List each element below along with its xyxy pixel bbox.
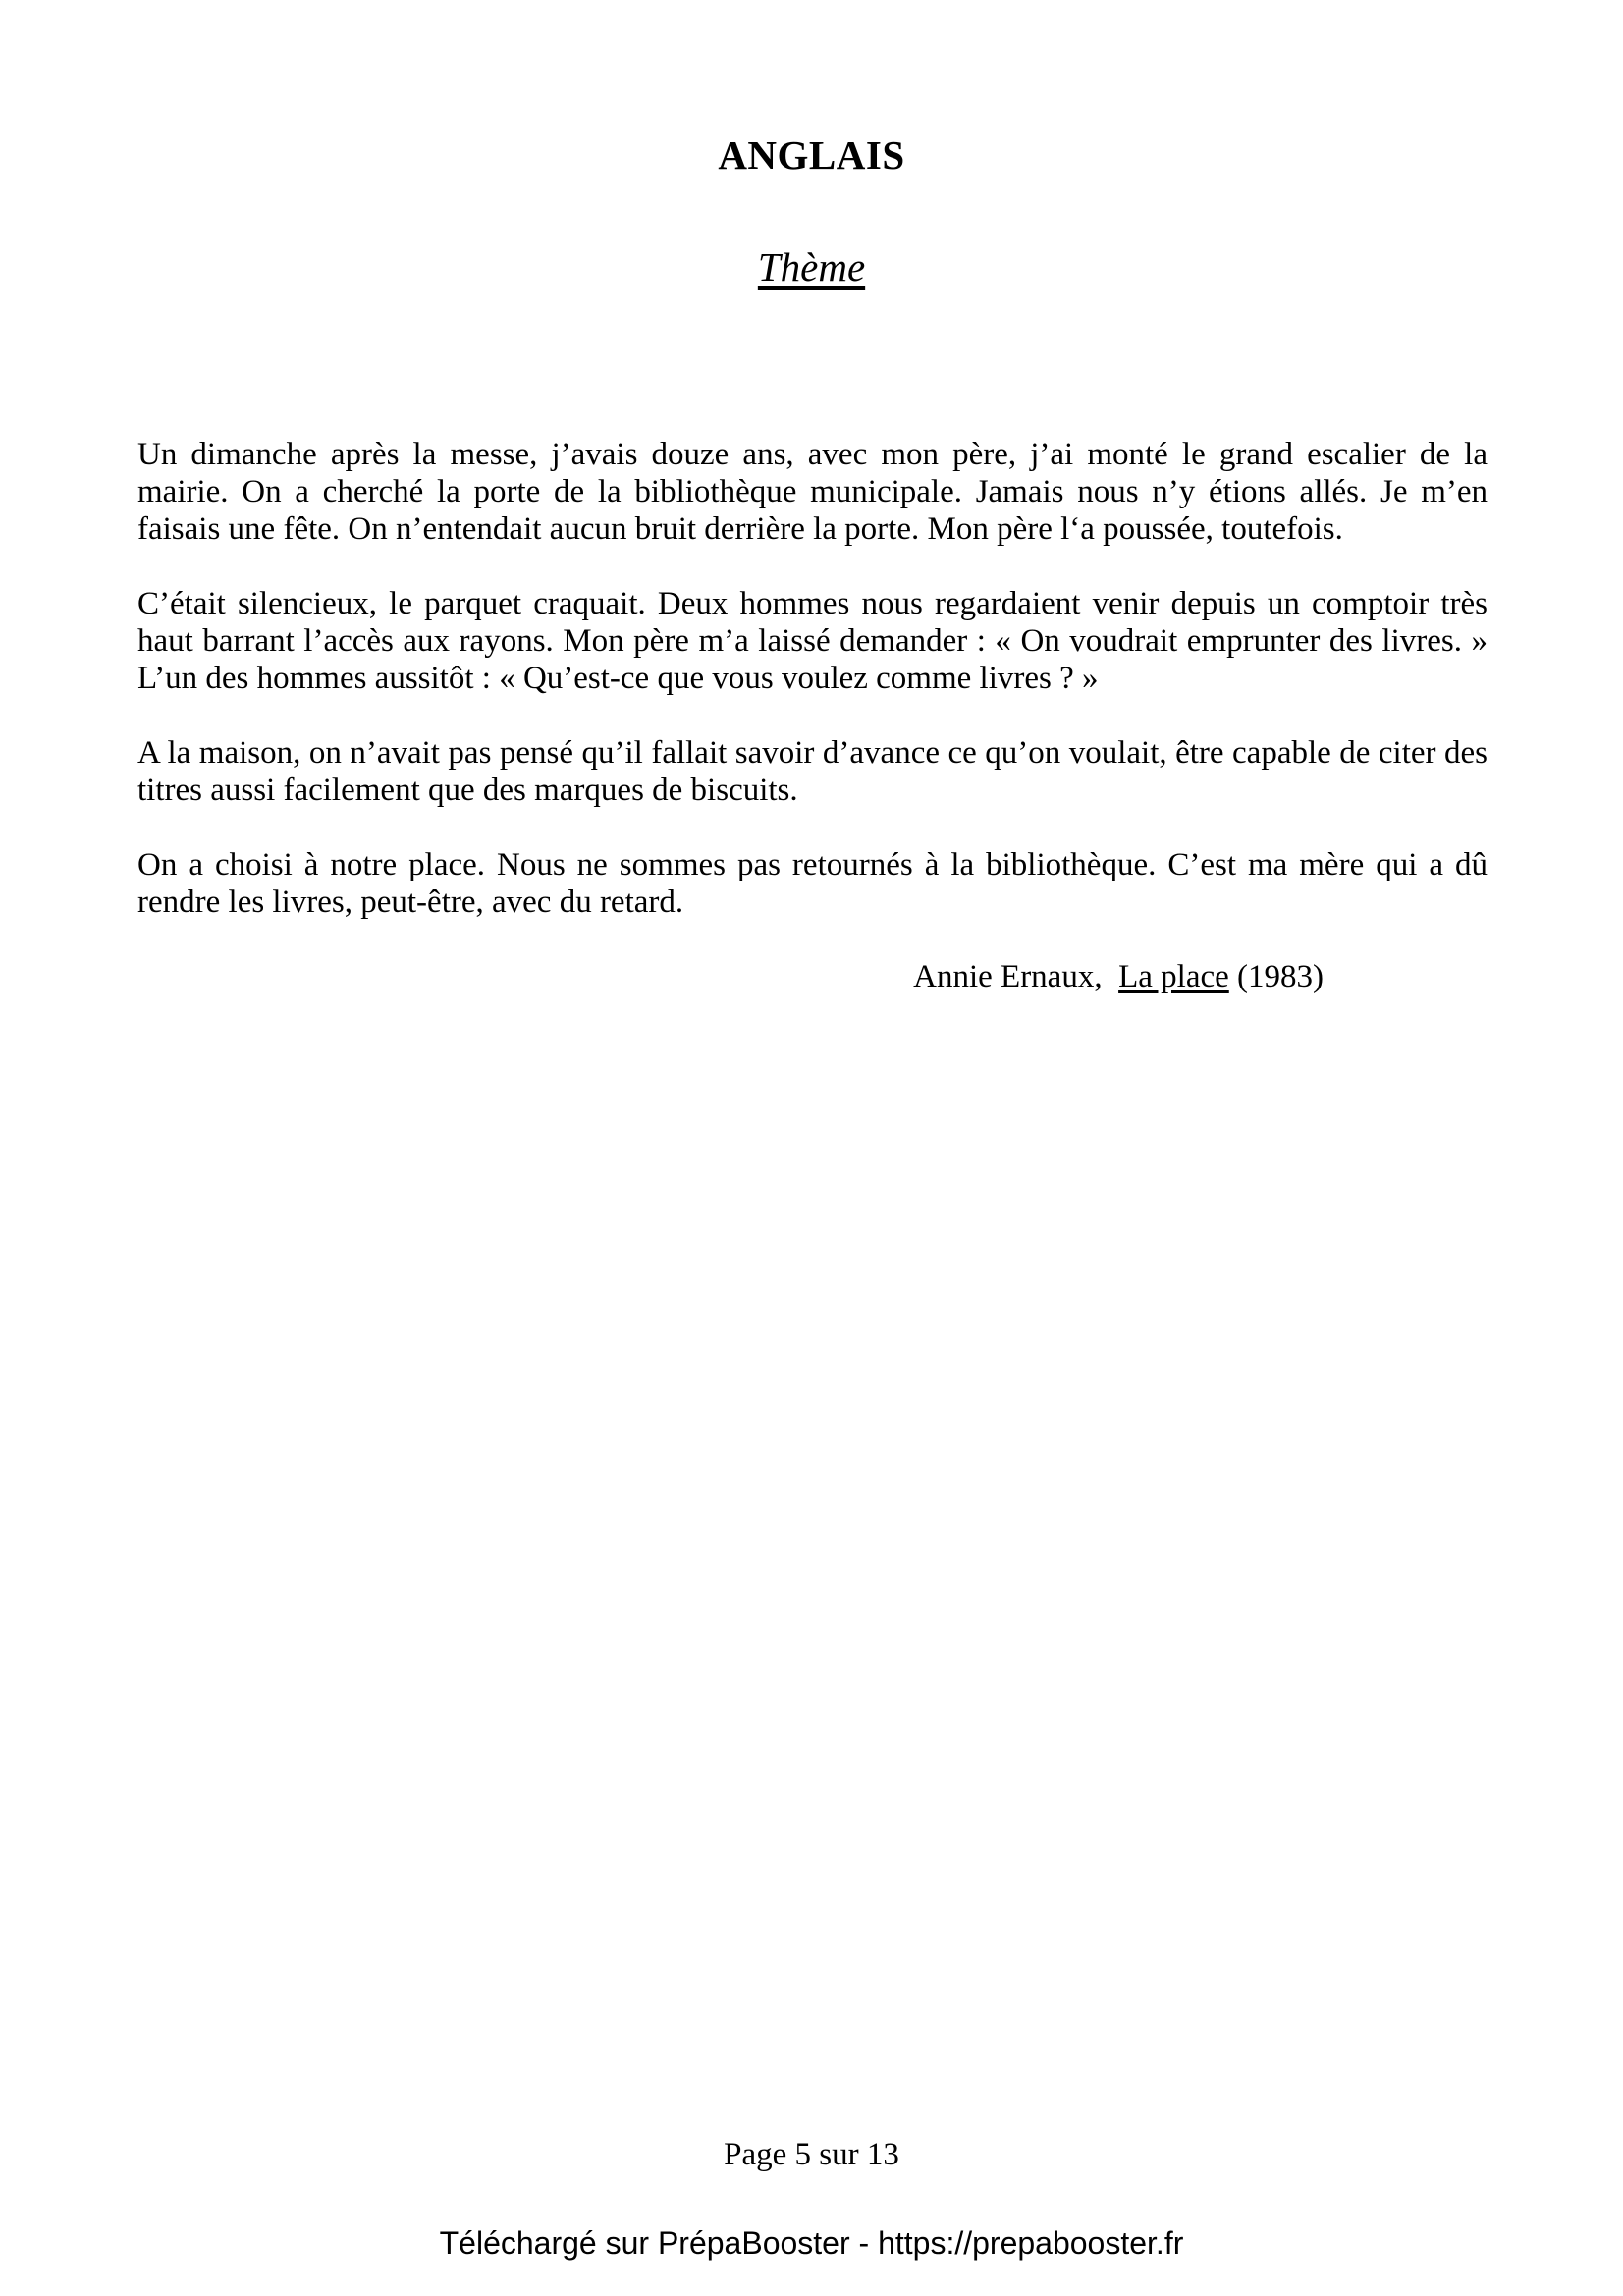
section-subtitle xyxy=(0,243,1623,291)
paragraph-4: On a choisi à notre place. Nous ne sommes pas retournés à la bibliothèque. C’est ma mère qui a dû rendre les livres, peut-être, avec du retard. xyxy=(137,847,1488,920)
page-number: Page 5 sur 13 xyxy=(724,2137,899,2172)
paragraph-2: C’était silencieux, le parquet craquait. Deux hommes nous regardaient venir depuis un comptoir très haut barrant l’accès aux rayons. Mon père m’a laissé demander : « On voudrait emprunter des livres. » L’un des hommes aussitôt : « Qu’est-ce que vous voulez comme livres ? » xyxy=(137,586,1488,696)
source-attribution xyxy=(137,958,1488,995)
attribution-author: Annie Ernaux, xyxy=(913,959,1119,994)
subtitle-text: Thème xyxy=(757,244,866,290)
text-body xyxy=(137,436,1488,995)
attribution-year: (1983) xyxy=(1228,959,1324,994)
page-title: ANGLAIS xyxy=(718,133,905,178)
paragraph-3: A la maison, on n’avait pas pensé qu’il fallait savoir d’avance ce qu’on voulait, être capable de citer des titres aussi facilement que des marques de biscuits. xyxy=(137,735,1488,808)
download-notice: Téléchargé sur PrépaBooster - https://prepabooster.fr xyxy=(439,2225,1184,2261)
paragraph-1: Un dimanche après la messe, j’avais douze ans, avec mon père, j’ai monté le grand escalier de la mairie. On a cherché la porte de la bibliothèque municipale. Jamais nous n’y étions allés. Je m’en faisais une fête. On n’entendait aucun bruit derrière la porte. Mon père l‘a poussée, toutefois. xyxy=(137,437,1488,547)
attribution-work-title: La place xyxy=(1118,959,1229,994)
